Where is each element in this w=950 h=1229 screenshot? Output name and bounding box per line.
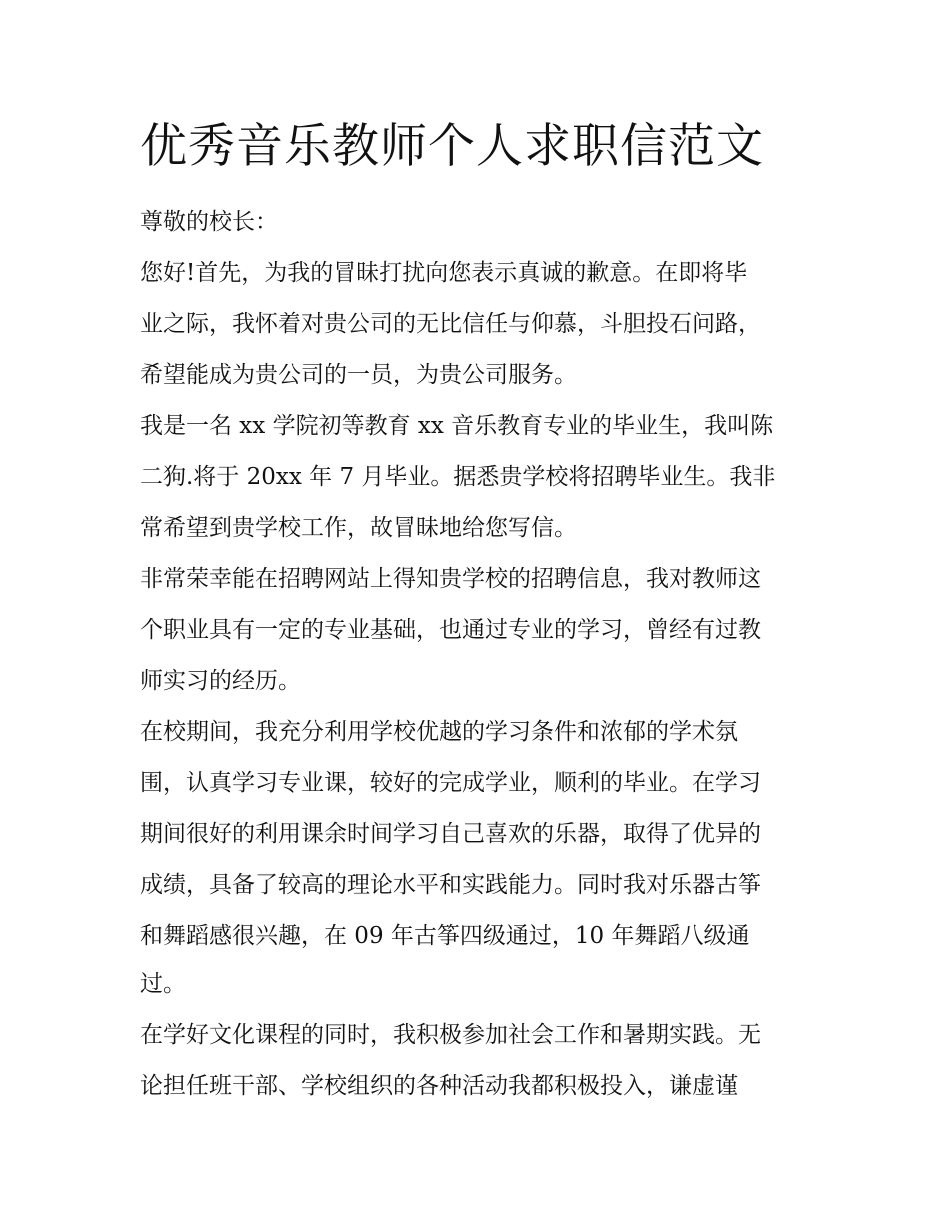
paragraph-line: 过。 xyxy=(140,971,186,997)
paragraph-line: 您好!首先，为我的冒昧打扰向您表示真诚的歉意。在即将毕 xyxy=(140,260,748,286)
paragraph-line: 业之际，我怀着对贵公司的无比信任与仰慕，斗胆投石问路， xyxy=(140,311,761,337)
greeting-line: 尊敬的校长： xyxy=(140,209,278,235)
paragraph-line: 期间很好的利用课余时间学习自己喜欢的乐器，取得了优异的 xyxy=(140,821,761,847)
paragraph-line: 围，认真学习专业课，较好的完成学业，顺利的毕业。在学习 xyxy=(140,770,761,796)
paragraph-line: 在校期间，我充分利用学校优越的学习条件和浓郁的学术氛 xyxy=(140,719,738,745)
paragraph-line: 论担任班干部、学校组织的各种活动我都积极投入，谦虚谨 xyxy=(140,1073,738,1099)
paragraph-line: 常希望到贵学校工作，故冒昧地给您写信。 xyxy=(140,515,577,541)
paragraph-line: 师实习的经历。 xyxy=(140,668,301,694)
paragraph-line: 希望能成为贵公司的一员，为贵公司服务。 xyxy=(140,362,577,388)
paragraph-line: 二狗.将于 20xx 年 7 月毕业。据悉贵学校将招聘毕业生。我非 xyxy=(140,464,776,490)
paragraph-line: 成绩，具备了较高的理论水平和实践能力。同时我对乐器古筝 xyxy=(140,872,761,898)
paragraph-line: 非常荣幸能在招聘网站上得知贵学校的招聘信息，我对教师这 xyxy=(140,566,761,592)
paragraph-line: 我是一名 xx 学院初等教育 xx 音乐教育专业的毕业生，我叫陈 xyxy=(140,413,774,439)
paragraph-line: 在学好文化课程的同时，我积极参加社会工作和暑期实践。无 xyxy=(140,1022,761,1048)
document-title: 优秀音乐教师个人求职信范文 xyxy=(140,119,764,174)
paragraph-line: 个职业具有一定的专业基础，也通过专业的学习，曾经有过教 xyxy=(140,617,761,643)
paragraph-line: 和舞蹈感很兴趣，在 09 年古筝四级通过，10 年舞蹈八级通 xyxy=(140,923,750,949)
